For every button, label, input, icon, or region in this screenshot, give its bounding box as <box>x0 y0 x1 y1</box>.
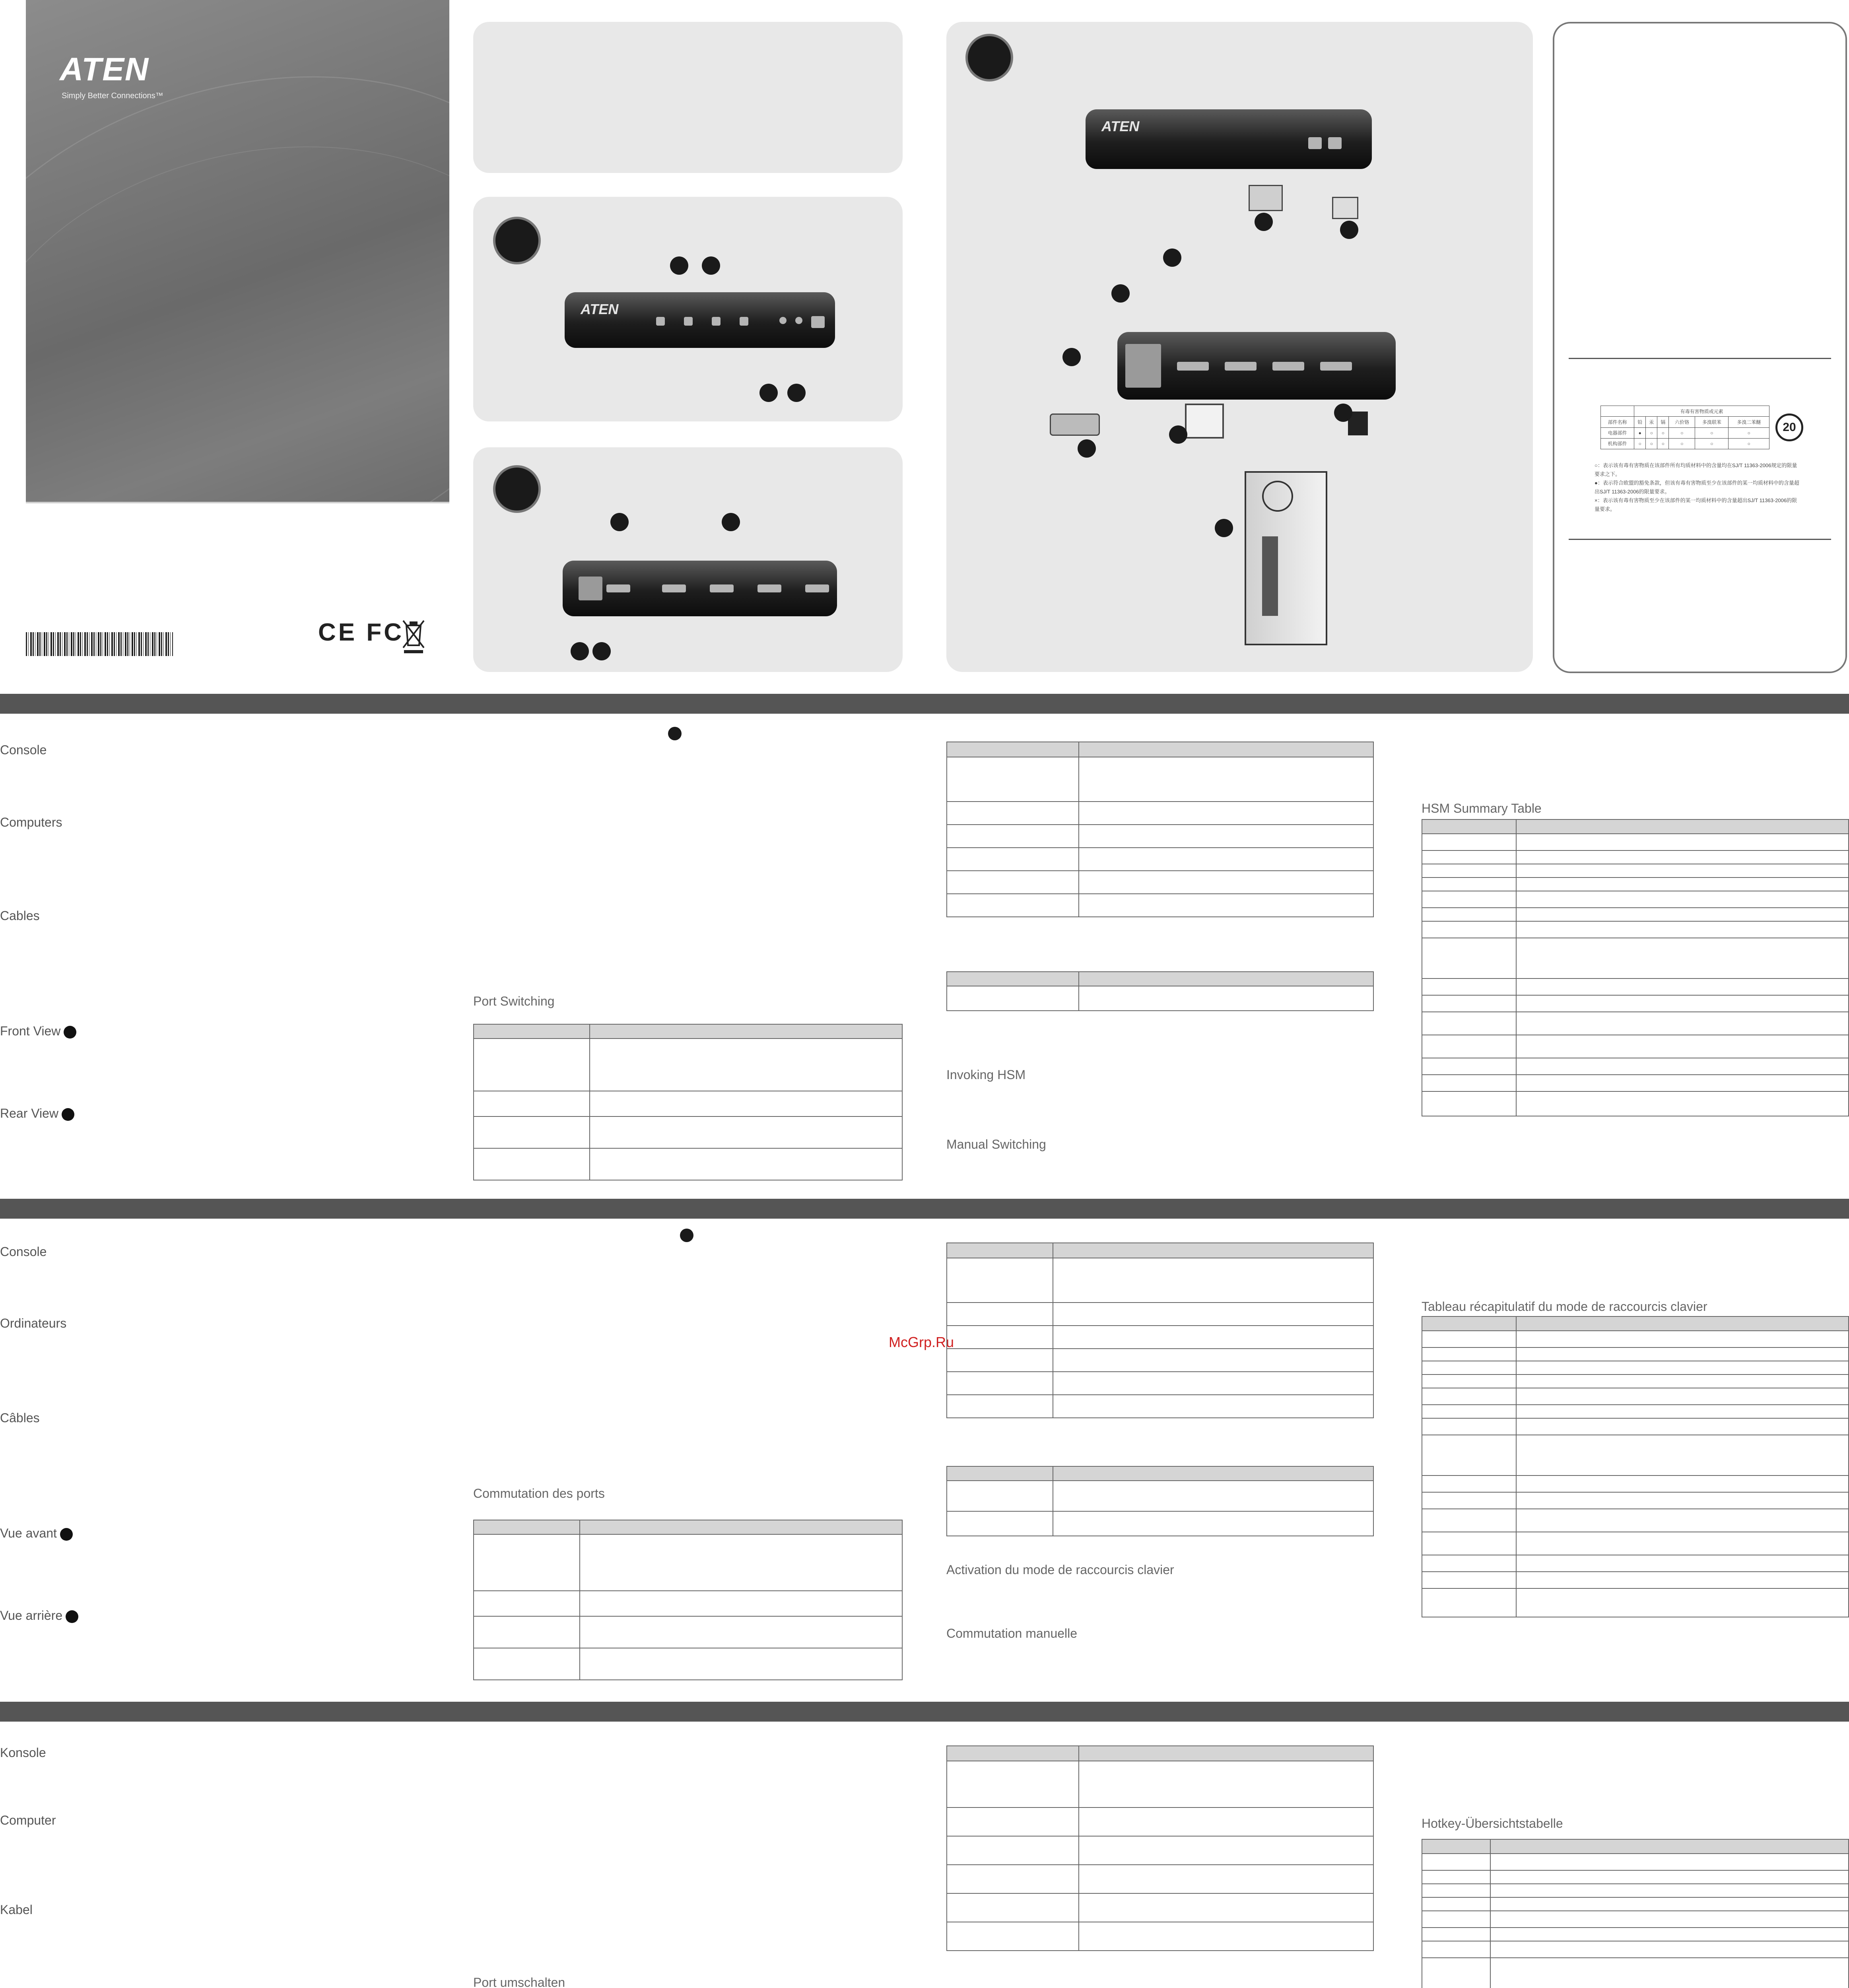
rohs-cell: ○ <box>1657 427 1669 438</box>
rohs-cell: ○ <box>1695 438 1729 449</box>
rohs-cell: ○ <box>1729 427 1769 438</box>
certification-marks: CE FC <box>318 619 404 646</box>
heading-port-switching: Commutation des ports <box>473 1486 605 1501</box>
heading-computers: Computers <box>0 815 62 829</box>
callout-b-marker <box>493 465 541 513</box>
callout-marker <box>1255 213 1273 231</box>
rohs-cell: ○ <box>1646 438 1657 449</box>
heading-console: Console <box>0 1244 47 1259</box>
callout-1-marker <box>610 513 629 531</box>
heading-front-view <box>0 1024 76 1039</box>
panel-rear-view <box>473 447 903 672</box>
heading-front-view <box>0 1526 73 1541</box>
info-panel <box>1553 22 1847 673</box>
function-table <box>946 1242 1374 1418</box>
heading-console: Konsole <box>0 1745 46 1760</box>
device-logo: ATEN <box>1101 118 1140 134</box>
rear-view-label: Vue arrière <box>0 1608 63 1623</box>
callout-4-marker <box>592 642 611 660</box>
hsm-summary-table <box>1422 819 1849 1116</box>
callout-marker <box>1078 439 1096 458</box>
callout-marker <box>680 1229 693 1242</box>
rohs-cell: ● <box>1634 427 1646 438</box>
callout-2-marker <box>722 513 740 531</box>
callout-b-dot <box>66 1610 78 1623</box>
callout-a-marker <box>493 217 541 264</box>
heading-rear-view <box>0 1608 78 1623</box>
callout-marker <box>1062 348 1081 366</box>
rohs-col: 汞 <box>1646 417 1657 427</box>
rohs-col: 多溴联苯 <box>1695 417 1729 427</box>
callout-3-marker <box>571 642 589 660</box>
rohs-cell: ○ <box>1729 438 1769 449</box>
led-table <box>946 971 1374 1011</box>
rohs-cell: ○ <box>1634 438 1646 449</box>
rohs-col: 六价铬 <box>1669 417 1695 427</box>
heading-cables: Kabel <box>0 1903 33 1917</box>
hsm-summary-table <box>1422 1839 1849 1988</box>
callout-marker <box>1215 519 1233 537</box>
heading-port-switching: Port umschalten <box>473 1975 565 1988</box>
panel-installation-diagram <box>946 22 1533 672</box>
heading-manual-switching: Commutation manuelle <box>946 1626 1078 1640</box>
rohs-table <box>1600 406 1769 449</box>
section-band-fr <box>0 1199 1849 1219</box>
callout-1-marker <box>670 256 688 275</box>
port-switching-table <box>473 1520 903 1680</box>
rear-view-label: Rear View <box>0 1106 59 1120</box>
callout-marker <box>668 727 682 740</box>
rohs-cell: ○ <box>1669 438 1695 449</box>
heading-rear-view <box>0 1106 74 1121</box>
callout-a-dot <box>64 1026 76 1039</box>
cover-divider <box>26 502 449 503</box>
heading-hsm-summary: Tableau récapitulatif du mode de raccourcis clavier <box>1422 1299 1707 1314</box>
callout-marker <box>1169 425 1187 444</box>
rohs-note: ●：表示符合欧盟的豁免条款，但该有毒有害物质至少在该部件的某一均质材料中的含量超出SJ/T 11363-2006的限量要求。 <box>1595 480 1799 495</box>
heading-hsm-summary: HSM Summary Table <box>1422 801 1542 815</box>
function-table <box>946 742 1374 917</box>
rohs-col: 铅 <box>1634 417 1646 427</box>
kvm-top-device <box>1086 109 1372 169</box>
section-band-de <box>0 1702 1849 1722</box>
led-table <box>946 1466 1374 1536</box>
rohs-note: ○：表示该有毒有害物质在该部件所有均质材料中的含量均在SJ/T 11363-2006规定的限量要求之下。 <box>1595 462 1797 477</box>
kvm-rear-device <box>563 561 837 616</box>
watermark: McGrp.Ru <box>889 1334 954 1350</box>
heading-cables: Câbles <box>0 1411 40 1425</box>
callout-a-dot <box>60 1528 73 1541</box>
panel-blank <box>473 22 903 173</box>
hsm-summary-table <box>1422 1316 1849 1617</box>
kvm-rear-connection-device <box>1117 332 1396 400</box>
callout-marker <box>1334 404 1352 422</box>
callout-4-marker <box>787 384 806 402</box>
callout-b-dot <box>62 1108 74 1121</box>
epup-20-badge: 20 <box>1775 414 1803 441</box>
front-view-label: Vue avant <box>0 1526 57 1540</box>
rohs-cell: ○ <box>1669 427 1695 438</box>
callout-2-marker <box>702 256 720 275</box>
rohs-header: 有毒有害物质或元素 <box>1634 406 1769 417</box>
heading-computers: Ordinateurs <box>0 1316 67 1330</box>
aten-logo: ATEN <box>60 51 150 87</box>
speakers-icon <box>1249 185 1283 211</box>
heading-computers: Computer <box>0 1813 56 1827</box>
rohs-notes <box>1595 461 1801 514</box>
cover-panel <box>26 0 449 502</box>
front-view-label: Front View <box>0 1024 61 1038</box>
rohs-cell: 机构部件 <box>1601 438 1634 449</box>
rohs-cell: 电器部件 <box>1601 427 1634 438</box>
heading-hsm-summary: Hotkey-Übersichtstabelle <box>1422 1816 1563 1831</box>
monitor-icon <box>1185 404 1224 439</box>
rohs-cell: ○ <box>1646 427 1657 438</box>
heading-port-switching: Port Switching <box>473 994 555 1008</box>
info-divider <box>1569 358 1831 359</box>
section-band-en <box>0 694 1849 714</box>
rohs-cell: ○ <box>1657 438 1669 449</box>
usb-device-icon <box>1332 197 1358 219</box>
weee-bin-icon <box>402 618 425 654</box>
callout-marker <box>1111 284 1130 303</box>
function-table <box>946 1745 1374 1951</box>
rohs-cell: ○ <box>1695 427 1729 438</box>
barcode <box>26 632 173 656</box>
device-logo: ATEN <box>581 301 619 317</box>
rohs-col: 镉 <box>1657 417 1669 427</box>
rohs-col: 部件名称 <box>1601 417 1634 427</box>
rohs-col: 多溴二苯醚 <box>1729 417 1769 427</box>
callout-c-marker <box>965 34 1013 82</box>
heading-manual-switching: Manual Switching <box>946 1137 1046 1151</box>
port-switching-table <box>473 1024 903 1180</box>
callout-marker <box>1340 221 1358 239</box>
callout-3-marker <box>759 384 778 402</box>
info-divider <box>1569 539 1831 540</box>
computer-tower-icon <box>1245 471 1327 645</box>
heading-invoking-hsm: Activation du mode de raccourcis clavier <box>946 1563 1174 1577</box>
heading-console: Console <box>0 743 47 757</box>
brand-tagline: Simply Better Connections™ <box>62 91 163 100</box>
callout-marker <box>1163 248 1181 267</box>
rohs-note: ×：表示该有毒有害物质至少在该部件的某一均质材料中的含量超出SJ/T 11363-2006的限量要求。 <box>1595 497 1797 512</box>
keyboard-icon <box>1050 414 1100 436</box>
panel-front-view <box>473 197 903 421</box>
heading-invoking-hsm: Invoking HSM <box>946 1068 1026 1082</box>
heading-cables: Cables <box>0 909 40 923</box>
kvm-front-device <box>565 292 835 348</box>
